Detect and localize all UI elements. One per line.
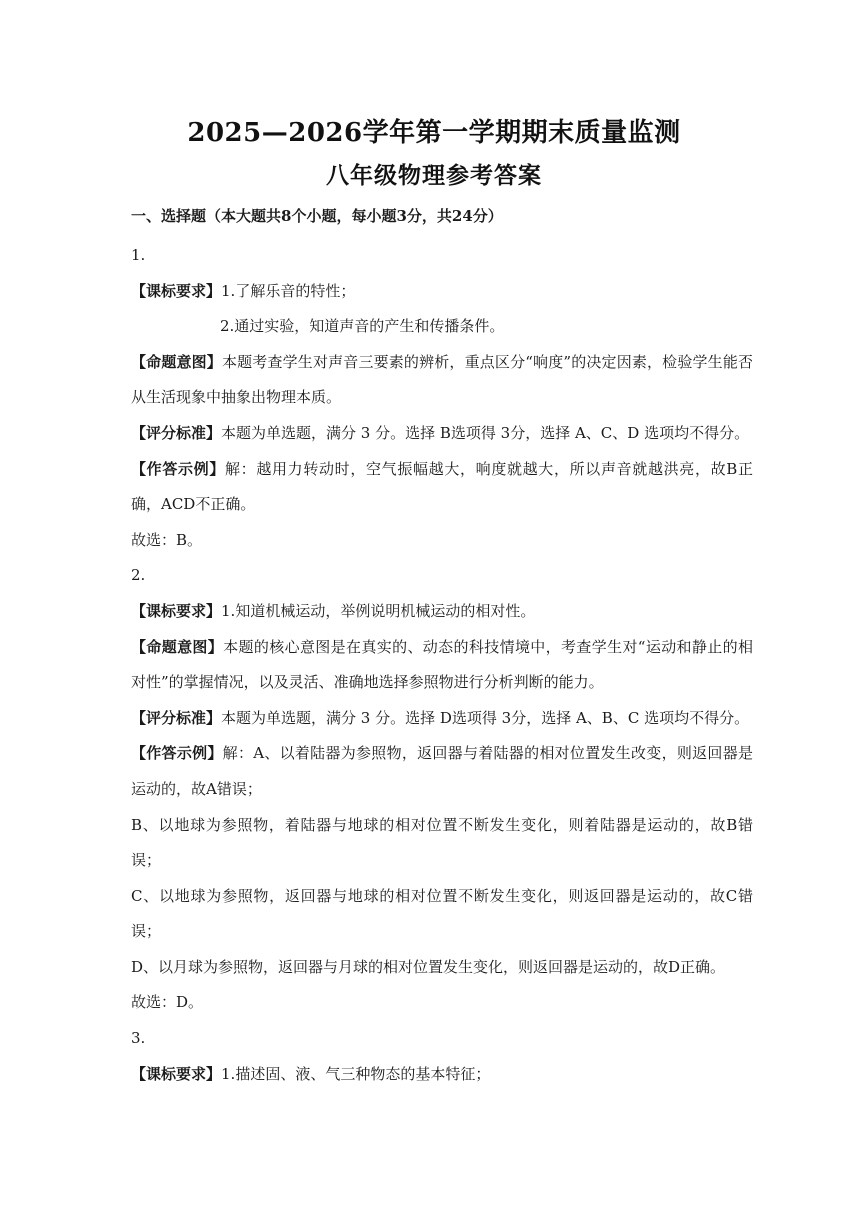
standard-block — [131, 1057, 753, 1093]
scoring-text: 本题为单选题，满分 3 分。选择 B选项得 3分，选择 A、C、D 选项均不得分。 — [221, 423, 750, 442]
section-heading-choice: 一、选择题（本大题共8个小题，每小题3分，共24分） — [131, 207, 503, 225]
standard-label: 【课标要求】 — [131, 1064, 222, 1083]
answer-line: 故选：D。 — [131, 993, 204, 1012]
intent-block — [131, 345, 753, 416]
standard-item: 1.知道机械运动，举例说明机械运动的相对性。 — [221, 601, 536, 620]
standard-block — [131, 274, 753, 310]
standard-label: 【课标要求】 — [131, 281, 222, 300]
standard-item: 2.通过实验，知道声音的产生和传播条件。 — [220, 317, 505, 336]
standard-item: 1.描述固、液、气三种物态的基本特征； — [221, 1064, 491, 1083]
standard-label: 【课标要求】 — [131, 601, 222, 620]
scoring-block — [131, 416, 753, 452]
example-text: C、以地球为参照物，返回器与地球的相对位置不断发生变化，则返回器是运动的，故C错误； — [131, 886, 753, 941]
example-text: D、以月球为参照物，返回器与月球的相对位置发生变化，则返回器是运动的，故D正确。 — [131, 957, 726, 976]
scoring-block — [131, 701, 753, 737]
question-number: 2. — [131, 566, 146, 585]
document-title: 2025—2026学年第一学期期末质量监测 — [187, 118, 681, 148]
intent-text: 本题考查学生对声音三要素的辨析，重点区分“响度”的决定因素，检验学生能否从生活现象中抽象出物理本质。 — [131, 352, 753, 407]
answer-line: 故选：B。 — [131, 530, 203, 549]
example-block — [131, 736, 753, 807]
example-label: 【作答示例】 — [131, 459, 225, 478]
intent-block — [131, 630, 753, 701]
question-number: 3. — [131, 1029, 146, 1048]
example-text: 解：越用力转动时，空气振幅越大，响度就越大，所以声音就越洪亮，故B正确，ACD不正确。 — [131, 459, 753, 514]
standard-block — [131, 594, 753, 630]
example-block — [131, 452, 753, 523]
intent-label: 【命题意图】 — [131, 637, 224, 656]
answer-content — [131, 238, 753, 1092]
standard-item: 1.了解乐音的特性； — [221, 281, 356, 300]
question-number: 1. — [131, 246, 146, 264]
intent-label: 【命题意图】 — [131, 352, 222, 371]
intent-text: 本题的核心意图是在真实的、动态的科技情境中，考查学生对“运动和静止的相对性”的掌握情况，以及灵活、准确地选择参照物进行分析判断的能力。 — [131, 637, 753, 692]
scoring-label: 【评分标准】 — [131, 708, 222, 727]
example-label: 【作答示例】 — [131, 744, 223, 763]
scoring-label: 【评分标准】 — [131, 423, 222, 442]
document-subtitle: 八年级物理参考答案 — [326, 162, 542, 189]
example-text: B、以地球为参照物，着陆器与地球的相对位置不断发生变化，则着陆器是运动的，故B错误； — [131, 815, 753, 870]
example-text: 解：A、以着陆器为参照物，返回器与着陆器的相对位置发生改变，则返回器是运动的，故A错误； — [131, 744, 753, 798]
scoring-text: 本题为单选题，满分 3 分。选择 D选项得 3分，选择 A、B、C 选项均不得分。 — [221, 708, 750, 727]
